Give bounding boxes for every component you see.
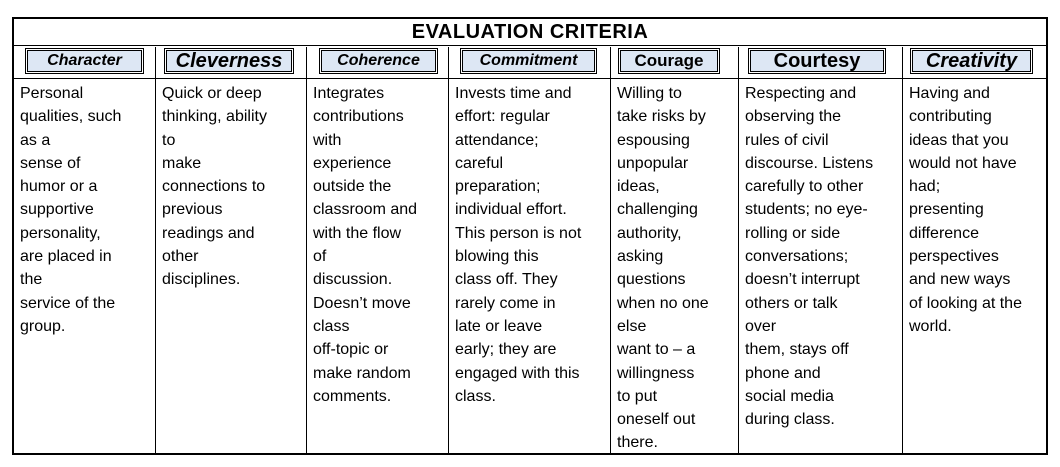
description-line: unpopular — [617, 154, 689, 172]
description-line: Willing to — [617, 85, 682, 102]
description-line: disciplines. — [162, 271, 241, 289]
column-commitment — [448, 47, 610, 453]
description-line: of looking at the — [909, 294, 1022, 312]
description-line: discussion. — [313, 271, 393, 289]
description-line: perspectives — [909, 248, 999, 266]
description-line: This person is not — [455, 224, 582, 242]
description-line: with — [313, 131, 342, 149]
description-line: observing the — [745, 108, 842, 126]
description-line: of — [313, 248, 327, 266]
description-line: them, stays off — [745, 341, 849, 359]
description-line: thinking, ability — [162, 108, 267, 126]
column-body — [14, 79, 155, 338]
description-line: presenting — [909, 201, 984, 219]
description-line: comments. — [313, 387, 392, 405]
description-line: over — [745, 317, 777, 335]
description-line: qualities, such — [20, 108, 122, 126]
description-line: had; — [909, 178, 941, 196]
description-line: authority, — [617, 224, 682, 242]
description-line: the — [20, 271, 43, 289]
description-line: class — [313, 317, 350, 335]
description-line: would not have — [909, 154, 1017, 172]
description-line: preparation; — [455, 178, 541, 196]
header-cleverness: Cleverness — [166, 50, 292, 72]
description-line: questions — [617, 271, 686, 289]
description-line: take risks by — [617, 108, 706, 126]
column-character — [14, 47, 155, 453]
description-line: humor or a — [20, 178, 98, 196]
criteria-columns — [14, 47, 1046, 453]
description-line: espousing — [617, 131, 690, 149]
column-body — [739, 79, 902, 431]
header-courage: Courage — [620, 50, 718, 72]
description-line: others or talk — [745, 294, 838, 312]
header-coherence: Coherence — [321, 50, 436, 72]
description-line: contributions — [313, 108, 404, 126]
description-line: challenging — [617, 201, 698, 219]
description-line: doesn’t interrupt — [745, 271, 860, 289]
column-courtesy — [738, 47, 902, 453]
description-line: world. — [909, 317, 952, 335]
description-line: there. — [617, 434, 658, 452]
description-line: Having and — [909, 85, 990, 102]
description-line: classroom and — [313, 201, 418, 219]
column-creativity — [902, 47, 1046, 453]
description-line: outside the — [313, 178, 392, 196]
description-line: willingness — [617, 364, 695, 382]
description-line: ideas, — [617, 178, 660, 196]
description-line: attendance; — [455, 131, 539, 149]
table-title: EVALUATION CRITERIA — [14, 19, 1046, 46]
description-line: contributing — [909, 108, 992, 126]
description-line: Invests time and — [455, 85, 572, 102]
description-line: difference — [909, 224, 979, 242]
evaluation-criteria-table — [12, 17, 1048, 455]
description-line: make — [162, 154, 202, 172]
description-line: rarely come in — [455, 294, 556, 312]
description-line: with the flow — [313, 224, 402, 242]
description-line: want to – a — [617, 341, 696, 359]
description-line: Personal — [20, 85, 84, 102]
column-body — [449, 79, 610, 408]
description-line: previous — [162, 201, 223, 219]
description-line: early; they are — [455, 341, 557, 359]
description-line: are placed in — [20, 248, 112, 266]
description-line: supportive — [20, 201, 94, 219]
description-line: experience — [313, 154, 392, 172]
description-line: engaged with this — [455, 364, 580, 382]
description-line: Quick or deep — [162, 85, 262, 102]
description-line: carefully to other — [745, 178, 864, 196]
description-line: off-topic or — [313, 341, 389, 359]
description-line: during class. — [745, 411, 835, 429]
column-body — [307, 79, 448, 408]
header-character: Character — [27, 50, 142, 72]
description-line: conversations; — [745, 248, 849, 266]
description-line: make random — [313, 364, 411, 382]
column-courage — [610, 47, 738, 453]
description-line: students; no eye- — [745, 201, 868, 219]
description-line: Integrates — [313, 85, 385, 102]
description-line: rolling or side — [745, 224, 841, 242]
description-line: and new ways — [909, 271, 1011, 289]
description-line: ideas that you — [909, 131, 1009, 149]
column-body — [611, 79, 738, 455]
description-line: as a — [20, 131, 51, 149]
description-line: rules of civil — [745, 131, 829, 149]
description-line: to — [162, 131, 176, 149]
description-line: sense of — [20, 154, 81, 172]
description-line: individual effort. — [455, 201, 567, 219]
description-line: class. — [455, 387, 496, 405]
header-courtesy: Courtesy — [750, 50, 884, 72]
description-line: when no one — [617, 294, 709, 312]
description-line: else — [617, 317, 647, 335]
description-line: phone and — [745, 364, 821, 382]
column-cleverness — [155, 47, 306, 453]
description-line: oneself out — [617, 411, 696, 429]
column-body — [903, 79, 1046, 338]
header-creativity: Creativity — [912, 50, 1031, 72]
description-line: discourse. Listens — [745, 154, 874, 172]
column-body — [156, 79, 306, 292]
description-line: asking — [617, 248, 664, 266]
description-line: personality, — [20, 224, 101, 242]
description-line: effort: regular — [455, 108, 550, 126]
description-line: Doesn’t move — [313, 294, 411, 312]
description-line: other — [162, 248, 199, 266]
description-line: to put — [617, 387, 658, 405]
description-line: blowing this — [455, 248, 539, 266]
description-line: group. — [20, 317, 66, 335]
description-line: careful — [455, 154, 504, 172]
description-line: readings and — [162, 224, 255, 242]
header-commitment: Commitment — [462, 50, 595, 72]
description-line: connections to — [162, 178, 266, 196]
column-coherence — [306, 47, 448, 453]
description-line: service of the — [20, 294, 116, 312]
description-line: Respecting and — [745, 85, 857, 102]
description-line: class off. They — [455, 271, 558, 289]
description-line: late or leave — [455, 317, 543, 335]
description-line: social media — [745, 387, 834, 405]
